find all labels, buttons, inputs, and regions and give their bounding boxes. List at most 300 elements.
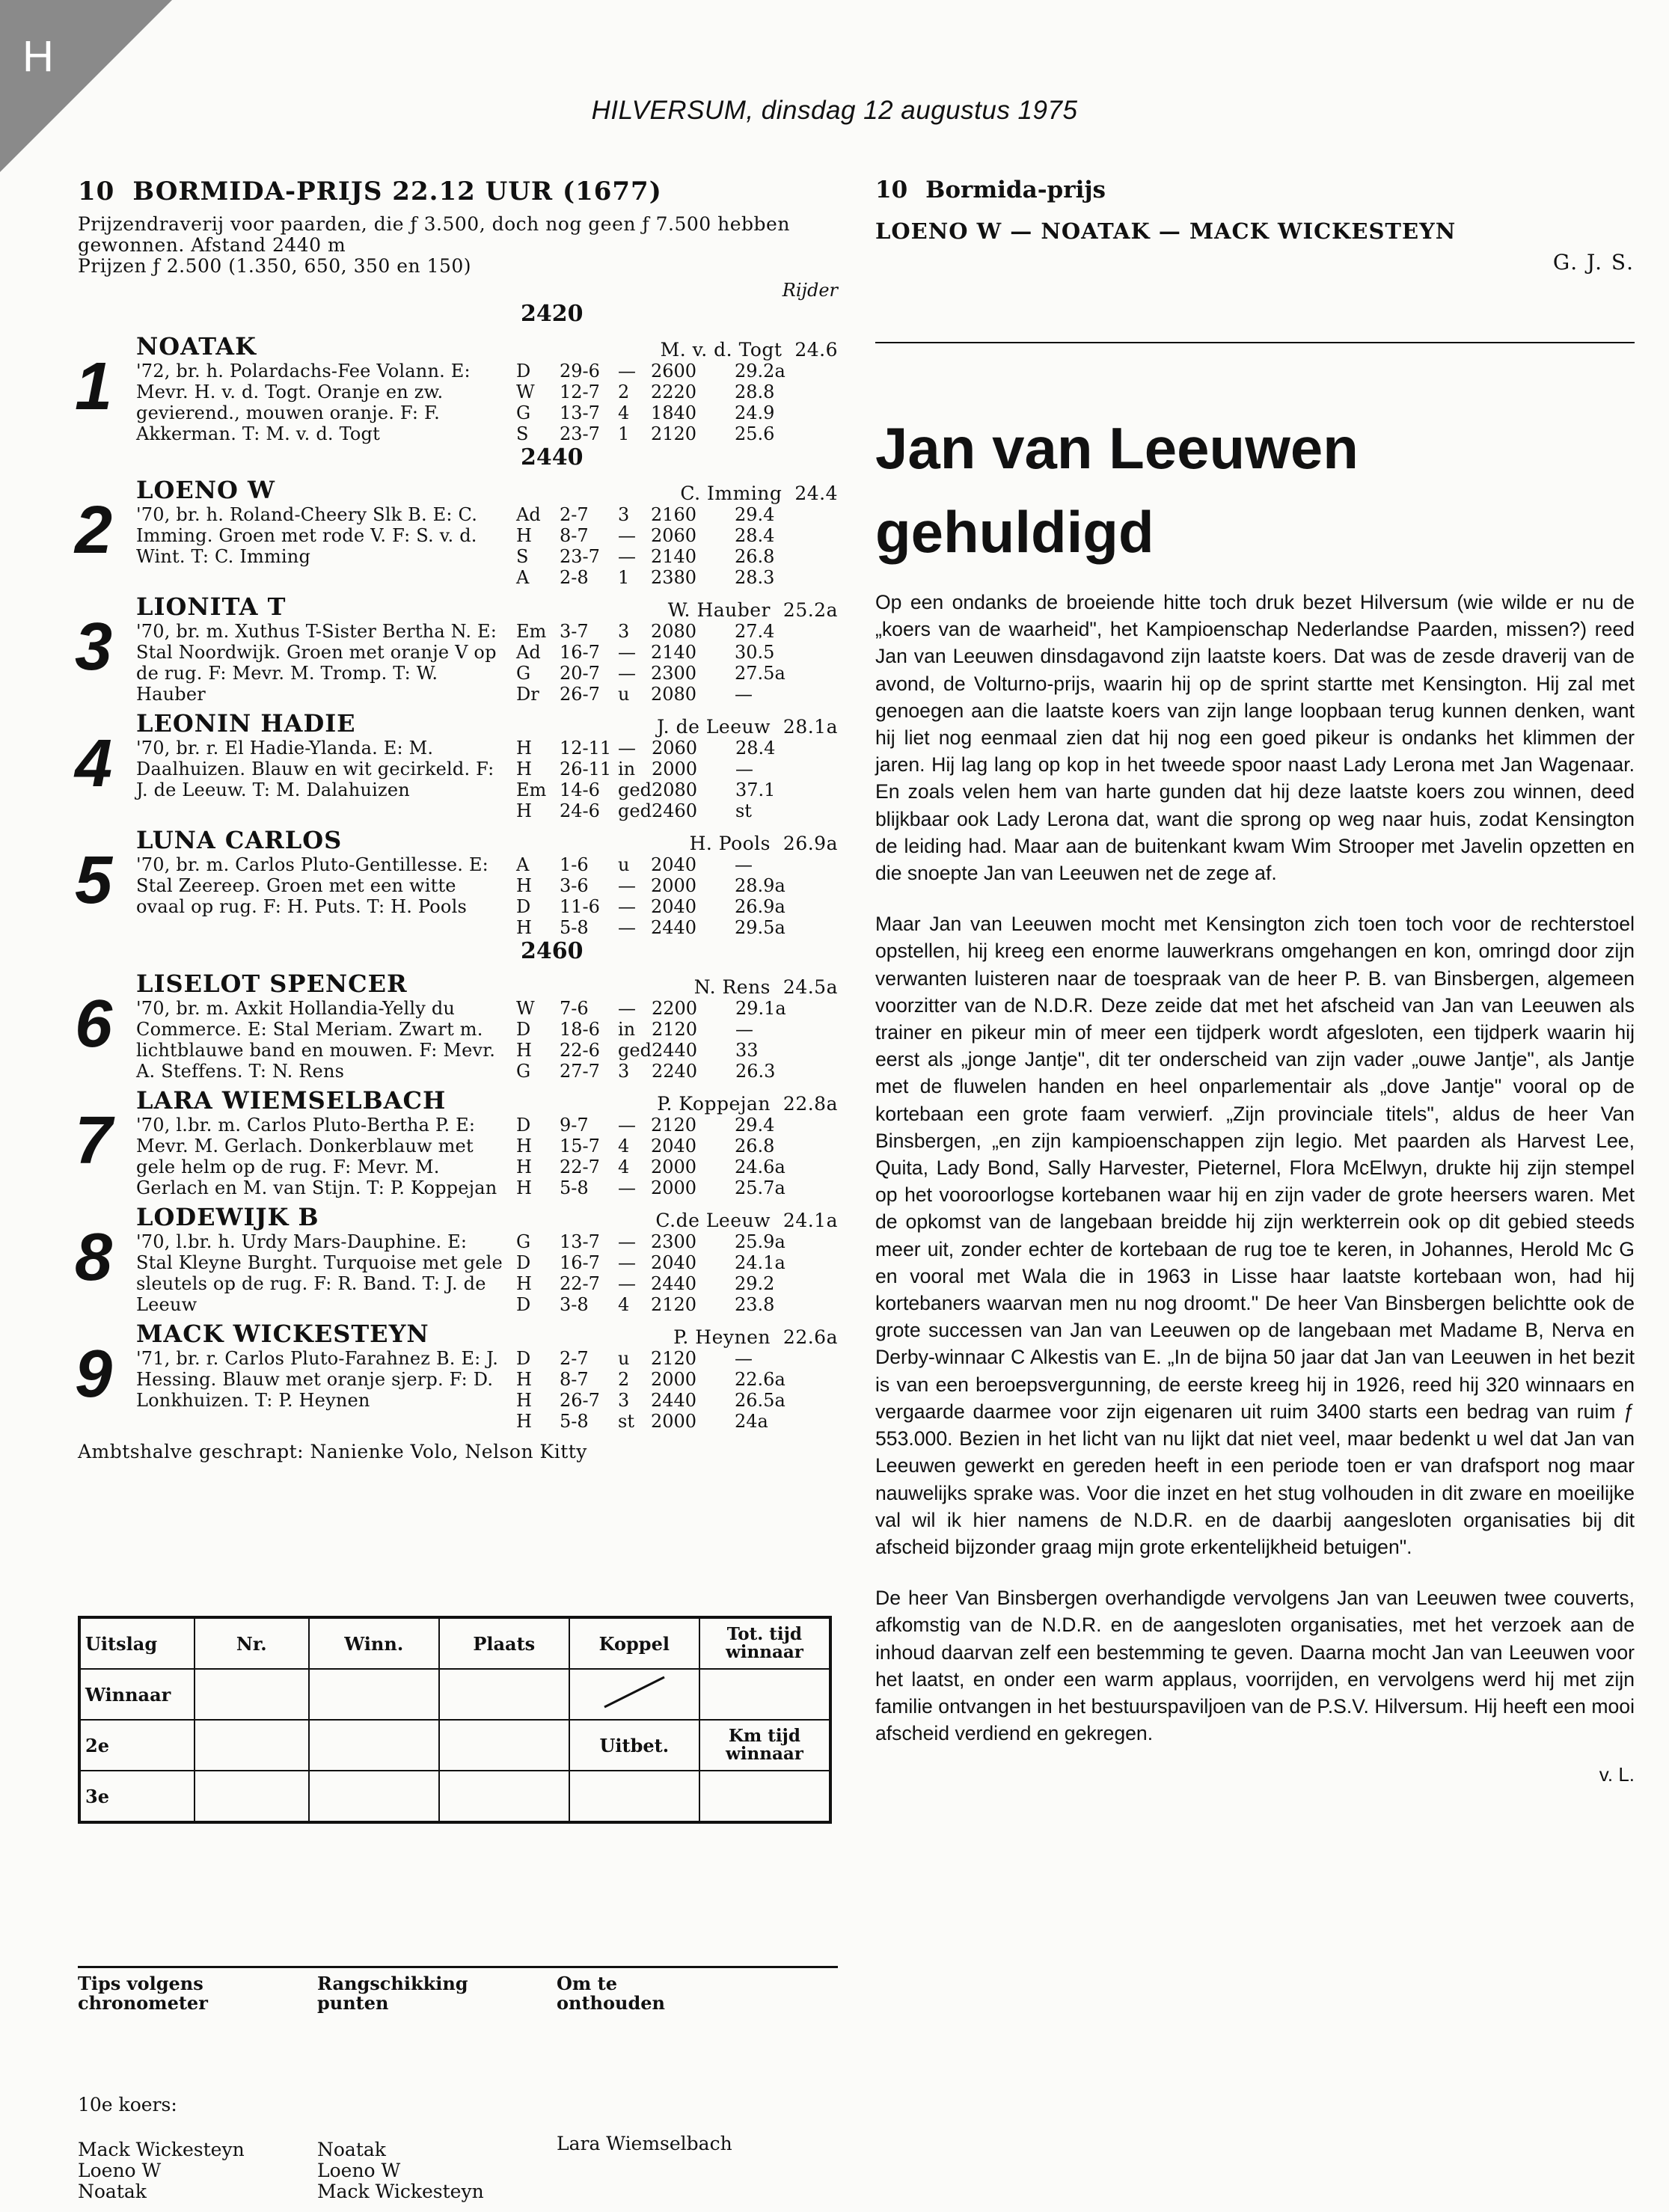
result-cell: 12-11 <box>560 738 612 759</box>
result-cell: 13-7 <box>560 402 600 423</box>
result-cell: 27.5a <box>735 663 785 684</box>
result-cell: H <box>516 917 532 938</box>
result-row <box>516 800 803 821</box>
tips-col-1 <box>78 2139 317 2202</box>
race-conditions: Prijzendraverij voor paarden, die ƒ 3.500, doch nog geen ƒ 7.500 hebben gewonnen. Afstand 2440 m <box>78 213 790 256</box>
second-row-label: 2e <box>79 1720 195 1771</box>
article-column <box>875 177 1635 1786</box>
horse-driver: P. Heynen 22.6a <box>673 1326 838 1348</box>
result-cell: 22-7 <box>560 1273 600 1294</box>
second-winn-cell[interactable] <box>309 1720 439 1771</box>
article-paragraph: De heer Van Binsbergen overhandigde vervolgens Jan van Leeuwen twee couverts, afkomstig van de N.D.R. en de aangesloten organisaties, met het verzoek aan de inhoud daarvan zelf een bestemming te geven. Daarna mocht Jan van Leeuwen voor het laatst, en onder een warm applaus, voorrijden, en vervolgens werd hij met zijn familie ontvangen in het bestuurspaviljoen van de P.S.V. Hilversum. Hij heeft een mooi afscheid verdiend en gekregen. <box>875 1587 1635 1745</box>
result-cell: 2-7 <box>560 504 589 525</box>
third-plaats-cell[interactable] <box>439 1771 569 1822</box>
result-row <box>516 1115 802 1136</box>
result-cell: 2 <box>618 382 630 402</box>
winnaar-tot-cell[interactable] <box>699 1669 830 1720</box>
result-cell: 2300 <box>651 1231 697 1252</box>
result-row <box>516 504 802 525</box>
winnaar-nr-cell[interactable] <box>195 1669 309 1720</box>
horse-driver: H. Pools 26.9a <box>689 833 838 854</box>
article-paragraph: Maar Jan van Leeuwen mocht met Kensington zich toen toch voor de rechterstoel opstellen, hij kreeg een enorme lauwerkrans omgehangen en kon, omringd door zijn verwanten luisteren naar de toespraak van de heer P. B. van Binsbergen, algemeen voorzitter van de N.D.R. Deze zeide dat met het afscheid van Jan van Leeuwen als trainer en pikeur min of meer een tijdperk wordt afgesloten, een tijdperk waarin hij eerst als „jonge Jantje", dit ter onderscheid van zijn vader „ouwe Jantje", als Jantje met de fluwelen handen en heel onparlementair als „dove Jantje" vooral op de kortebaan een grote faam verwierf. „Zijn provinciale titels", aldus de heer Van Binsbergen, „en zijn kampioenschappen zijn legio. Met paarden als Harvest Lee, Quita, Lady Bond, Sally Harvester, Pieternel, Flora McElwyn, drukte hij zijn stempel op het vooroorlogse kortebanen waar hij en zijn vader de grote heersers waren. Met de opkomst van de langebaan breidde hij zijn werkterrein ook op dit gebied steeds meer uit, zonder echter de kortebaan de rug toe te keren, in Johannes, Herold Mc G en vooral met Wala die in 1963 in Lisse haar laatste kortebaan won, had hij kortebaners waarvan men nu nog droomt." De heer Van Binsbergen belichtte ook de grote successen van Jan van Leeuwen op de langebaan met Madame B, Nerva en Derby-winnaar C Alkestis van E. „In de bijna 50 jaar dat Jan van Leeuwen in het bezit is van een beroepsvergunning, de eerste kreeg hij in 1926, reed hij 320 winnaars en vergaarde daarmee voor zijn eigenaren uit ruim 3400 starts een bedrag van ruim ƒ 553.000. Bezien in het licht van nu lijkt dat niet veel, maar bedenkt u wel dat Jan van Leeuwen gewerkt en gereden heeft in een periode toen er van drafsport nog maar nauwelijks sprake was. Voor die inzet en het stug volhouden in dit zware en moeilijke val wil ik hier namens de N.D.R. en de daarbij aangesloten organisaties bij dit afscheid bijzonder graag mijn grote erkentelijkheid betuigen". <box>875 913 1635 1558</box>
result-row <box>516 684 802 705</box>
horse-description: '72, br. h. Polardachs-Fee Volann. E: Mevr. H. v. d. Togt. Oranje en zw. gevierend., mouwen oranje. F: F. Akkerman. T: M. v. d. Togt <box>136 361 471 444</box>
result-cell: — <box>618 546 636 567</box>
result-row <box>516 1040 803 1061</box>
result-cell: 28.9a <box>735 875 785 896</box>
result-row <box>516 1369 802 1390</box>
result-row <box>516 361 802 382</box>
result-cell: 2140 <box>651 546 697 567</box>
result-cell: 2080 <box>651 621 697 642</box>
result-cell: — <box>618 1252 636 1273</box>
horse-name: LISELOT SPENCER <box>136 969 408 998</box>
plaats-header: Plaats <box>439 1617 569 1669</box>
koppel-slash-cell <box>569 1669 699 1720</box>
result-cell: 2120 <box>651 423 697 444</box>
result-cell: 2000 <box>651 1411 697 1432</box>
result-cell: S <box>516 423 529 444</box>
article-headline: Jan van Leeuwen gehuldigd <box>875 415 1359 565</box>
tip-item: Noatak <box>317 2139 386 2160</box>
horse-entry <box>75 826 838 938</box>
result-row <box>516 1273 802 1294</box>
result-cell: 16-7 <box>560 642 600 663</box>
result-cell: 2220 <box>651 382 697 402</box>
result-row <box>516 854 802 875</box>
result-cell: D <box>516 896 531 917</box>
result-cell: 7-6 <box>560 998 589 1019</box>
result-cell: — <box>735 684 753 705</box>
horse-driver: N. Rens 24.5a <box>693 976 838 998</box>
horse-name: LUNA CARLOS <box>136 826 343 854</box>
horse-name: LODEWIJK B <box>136 1203 319 1231</box>
tot-tijd-header: Tot. tijd winnaar <box>699 1617 830 1669</box>
tips-chronometer: Tips volgens chronometer <box>78 1973 208 2014</box>
result-cell: 26.5a <box>735 1390 785 1411</box>
horse-number: 4 <box>75 726 113 801</box>
result-cell: 29.4 <box>735 1115 775 1136</box>
result-cell: 2240 <box>651 1061 698 1082</box>
result-row <box>516 382 802 402</box>
page-dateline: HILVERSUM, dinsdag 12 augustus 1975 <box>591 96 1078 125</box>
tip-item: Mack Wickesteyn <box>317 2181 484 2202</box>
result-cell: 2120 <box>651 1348 697 1369</box>
result-cell: — <box>618 642 636 663</box>
result-cell: 2440 <box>651 917 697 938</box>
horse-name: NOATAK <box>136 332 257 361</box>
result-cell: G <box>516 1231 531 1252</box>
result-cell: 2440 <box>651 1040 698 1061</box>
result-row <box>516 1390 802 1411</box>
result-cell: 1 <box>618 423 630 444</box>
result-cell: 28.4 <box>735 738 776 759</box>
result-cell: u <box>618 854 630 875</box>
result-cell: 2000 <box>651 1156 697 1177</box>
tips-col-3 <box>557 2133 796 2202</box>
result-cell: D <box>516 1115 531 1136</box>
result-cell: 5-8 <box>560 917 589 938</box>
result-cell: G <box>516 402 531 423</box>
result-cell: 2200 <box>651 998 698 1019</box>
result-cell: 28.4 <box>735 525 775 546</box>
result-cell: 24.1a <box>735 1252 785 1273</box>
result-row <box>516 423 802 444</box>
result-cell: 2060 <box>651 525 697 546</box>
result-cell: 2000 <box>651 1177 697 1198</box>
result-cell: — <box>735 854 753 875</box>
result-cell: 2000 <box>651 1369 697 1390</box>
result-cell: 3 <box>618 1390 630 1411</box>
result-cell: 20-7 <box>560 663 600 684</box>
horse-results <box>516 738 803 821</box>
article-body <box>875 589 1635 1747</box>
result-cell: 13-7 <box>560 1231 600 1252</box>
distance-label: 2440 <box>521 444 584 471</box>
horse-name: LEONIN HADIE <box>136 709 356 738</box>
result-row <box>516 642 802 663</box>
winnaar-row-label: Winnaar <box>79 1669 195 1720</box>
tips-onthouden: Om te onthouden <box>557 1973 665 2014</box>
result-row <box>516 1019 803 1040</box>
result-cell: Ad <box>516 504 541 525</box>
result-cell: 23-7 <box>560 423 600 444</box>
result-cell: — <box>618 738 636 759</box>
result-cell: H <box>516 738 532 759</box>
horse-driver: P. Koppejan 22.8a <box>657 1093 838 1115</box>
result-cell: 26-7 <box>560 684 600 705</box>
result-cell: 2000 <box>651 759 698 779</box>
result-cell: 22-7 <box>560 1156 600 1177</box>
result-cell: — <box>735 759 753 779</box>
result-cell: 2380 <box>651 567 697 588</box>
result-cell: D <box>516 1252 531 1273</box>
result-cell: 3-8 <box>560 1294 589 1315</box>
section-letter: H <box>22 32 54 81</box>
horse-number: 8 <box>75 1220 113 1295</box>
result-row <box>516 1294 802 1315</box>
horse-entry <box>75 1086 838 1198</box>
result-cell: 22.6a <box>735 1369 785 1390</box>
result-cell: — <box>735 1019 753 1040</box>
uitbet-label: Uitbet. <box>569 1720 699 1771</box>
result-cell: 2140 <box>651 642 697 663</box>
result-cell: 2-8 <box>560 567 589 588</box>
uitslag-grid <box>78 1616 838 1824</box>
horse-results <box>516 1348 802 1432</box>
tip-item: Noatak <box>78 2181 147 2202</box>
result-row <box>516 621 802 642</box>
result-cell: 23-7 <box>560 546 600 567</box>
result-cell: D <box>516 1348 531 1369</box>
result-row <box>516 663 802 684</box>
result-cell: 1 <box>618 567 630 588</box>
section-corner-tab <box>0 0 172 172</box>
result-cell: G <box>516 663 531 684</box>
result-cell: 29.5a <box>735 917 785 938</box>
result-row <box>516 1252 802 1273</box>
result-cell: 4 <box>618 402 630 423</box>
result-cell: 2160 <box>651 504 697 525</box>
result-cell: H <box>516 1273 532 1294</box>
koers-tips <box>78 2095 838 2202</box>
tip-item: Lara Wiemselbach <box>557 2133 732 2154</box>
result-row <box>516 998 803 1019</box>
result-cell: 2 <box>618 1369 630 1390</box>
result-cell: — <box>618 1115 636 1136</box>
horse-entry <box>75 1203 838 1315</box>
result-cell: 12-7 <box>560 382 600 402</box>
result-cell: 3 <box>618 504 630 525</box>
result-cell: u <box>618 1348 630 1369</box>
result-cell: 26.8 <box>735 1136 775 1156</box>
horse-description: '71, br. r. Carlos Pluto-Farahnez B. E: J. Hessing. Blauw met oranje sjerp. F: D. Lonkhuizen. T: P. Heynen <box>136 1348 499 1411</box>
result-cell: st <box>735 800 752 821</box>
result-cell: 22-6 <box>560 1040 600 1061</box>
result-cell: — <box>618 998 636 1019</box>
divider <box>875 342 1635 343</box>
result-cell: 29.2 <box>735 1273 775 1294</box>
horse-results <box>516 1115 802 1198</box>
result-cell: 2460 <box>651 800 698 821</box>
horse-number: 7 <box>75 1103 113 1178</box>
tips-rangschikking: Rangschikking punten <box>317 1973 468 2014</box>
km-tijd-label: Km tijd winnaar <box>699 1720 830 1771</box>
second-nr-cell[interactable] <box>195 1720 309 1771</box>
result-cell: 30.5 <box>735 642 775 663</box>
result-cell: G <box>516 1061 531 1082</box>
result-cell: H <box>516 525 532 546</box>
result-row <box>516 1411 802 1432</box>
third-nr-cell[interactable] <box>195 1771 309 1822</box>
result-cell: 27.4 <box>735 621 775 642</box>
result-cell: 25.6 <box>735 423 775 444</box>
horse-driver: W. Hauber 25.2a <box>667 599 838 621</box>
result-cell: 2040 <box>651 854 697 875</box>
result-cell: 2080 <box>651 779 698 800</box>
horse-name: LARA WIEMSELBACH <box>136 1086 447 1115</box>
result-cell: 28.8 <box>735 382 775 402</box>
horse-number: 1 <box>75 349 113 424</box>
result-row <box>516 917 802 938</box>
result-cell: A <box>516 854 530 875</box>
result-cell: Em <box>516 779 547 800</box>
koppel-header: Koppel <box>569 1617 699 1669</box>
result-cell: 2600 <box>651 361 697 382</box>
result-row <box>516 1156 802 1177</box>
result-cell: 2300 <box>651 663 697 684</box>
result-cell: 2040 <box>651 896 697 917</box>
result-cell: 24-6 <box>560 800 600 821</box>
horse-description: '70, br. h. Roland-Cheery Slk B. E: C. Imming. Groen met rode V. F: S. v. d. Wint. T: C. Imming <box>136 504 478 567</box>
horse-number: 2 <box>75 493 113 568</box>
result-cell: H <box>516 800 532 821</box>
result-cell: 2040 <box>651 1136 697 1156</box>
horse-description: '70, l.br. h. Urdy Mars-Dauphine. E: Stal Kleyne Burght. Turquoise met gele sleutels op de rug. F: R. Band. T: J. de Leeuw <box>136 1231 503 1315</box>
horse-name: LOENO W <box>136 476 275 504</box>
horse-entry <box>75 332 838 444</box>
result-cell: 11-6 <box>560 896 600 917</box>
result-cell: 15-7 <box>560 1136 600 1156</box>
result-cell: 29-6 <box>560 361 600 382</box>
result-row <box>516 1348 802 1369</box>
result-row <box>516 1061 803 1082</box>
result-row <box>516 546 802 567</box>
distance-label: 2460 <box>521 938 584 964</box>
km-tijd-value-cell[interactable] <box>699 1771 830 1822</box>
result-cell: 18-6 <box>560 1019 600 1040</box>
horse-driver: C.de Leeuw 24.1a <box>655 1210 838 1231</box>
result-cell: 25.9a <box>735 1231 785 1252</box>
result-cell: 37.1 <box>735 779 776 800</box>
result-row <box>516 1136 802 1156</box>
result-cell: 2-7 <box>560 1348 589 1369</box>
result-cell: ged <box>618 779 652 800</box>
tip-item: Loeno W <box>317 2160 401 2181</box>
nr-header: Nr. <box>195 1617 309 1669</box>
result-cell: — <box>618 663 636 684</box>
result-cell: Em <box>516 621 547 642</box>
scratched-note: Ambtshalve geschrapt: Nanienke Volo, Nelson Kitty <box>78 1441 587 1462</box>
result-cell: Dr <box>516 684 539 705</box>
result-cell: 1-6 <box>560 854 589 875</box>
result-cell: 3-6 <box>560 875 589 896</box>
result-cell: 26.8 <box>735 546 775 567</box>
prediction-initials: G. J. S. <box>1552 250 1635 275</box>
horse-results <box>516 361 802 444</box>
result-cell: — <box>618 875 636 896</box>
horse-name: LIONITA T <box>136 592 287 621</box>
result-cell: — <box>618 1231 636 1252</box>
result-cell: 1840 <box>651 402 697 423</box>
horse-results <box>516 1231 802 1315</box>
result-cell: 26.9a <box>735 896 785 917</box>
result-row <box>516 875 802 896</box>
horse-entry <box>75 592 838 705</box>
result-cell: 29.1a <box>735 998 786 1019</box>
result-cell: 2120 <box>651 1019 698 1040</box>
rijder-label: Rijder <box>782 280 838 301</box>
result-cell: 2440 <box>651 1273 697 1294</box>
horse-number: 3 <box>75 610 113 684</box>
result-row <box>516 779 803 800</box>
prediction-line: LOENO W — NOATAK — MACK WICKESTEYN <box>875 218 1457 244</box>
result-row <box>516 1177 802 1198</box>
result-row <box>516 567 802 588</box>
result-cell: in <box>618 1019 636 1040</box>
result-row <box>516 1231 802 1252</box>
article-signature: v. L. <box>1599 1763 1635 1786</box>
horse-description: '70, l.br. m. Carlos Pluto-Bertha P. E: Mevr. M. Gerlach. Donkerblauw met gele helm op de rug. F: Mevr. M. Gerlach en M. van Stijn. T: P. Koppejan <box>136 1115 497 1198</box>
race-number: 10 <box>78 177 115 206</box>
race-prizes: Prijzen ƒ 2.500 (1.350, 650, 350 en 150) <box>78 255 472 277</box>
result-cell: 24.6a <box>735 1156 785 1177</box>
result-row <box>516 759 803 779</box>
horse-driver: J. de Leeuw 28.1a <box>657 716 838 738</box>
result-cell: — <box>618 1273 636 1294</box>
tips-header <box>78 1966 838 2013</box>
result-cell: H <box>516 1136 532 1156</box>
second-plaats-cell[interactable] <box>439 1720 569 1771</box>
result-cell: A <box>516 567 530 588</box>
result-cell: ged <box>618 800 652 821</box>
race-name: BORMIDA-PRIJS 22.12 UUR (1677) <box>132 177 662 206</box>
horse-entry <box>75 1320 838 1432</box>
result-cell: 33 <box>735 1040 759 1061</box>
result-cell: 4 <box>618 1156 630 1177</box>
result-cell: D <box>516 1294 531 1315</box>
result-cell: st <box>618 1411 634 1432</box>
result-cell: 24a <box>735 1411 768 1432</box>
result-cell: 29.2a <box>735 361 785 382</box>
third-winn-cell[interactable] <box>309 1771 439 1822</box>
horse-number: 6 <box>75 987 113 1061</box>
horse-entry <box>75 709 838 821</box>
winnaar-plaats-cell[interactable] <box>439 1669 569 1720</box>
race-program <box>75 177 838 1462</box>
result-cell: H <box>516 1369 532 1390</box>
result-cell: 25.7a <box>735 1177 785 1198</box>
result-cell: 4 <box>618 1294 630 1315</box>
result-cell: in <box>618 759 636 779</box>
horse-results <box>516 621 802 705</box>
winnaar-winn-cell[interactable] <box>309 1669 439 1720</box>
slash-mark <box>593 1673 676 1711</box>
tip-item: Loeno W <box>78 2160 162 2181</box>
horse-results <box>516 854 802 938</box>
result-cell: 26.3 <box>735 1061 776 1082</box>
horse-description: '70, br. m. Axkit Hollandia-Yelly du Commerce. E: Stal Meriam. Zwart m. lichtblauwe band en mouwen. F: Mevr. A. Steffens. T: N. Rens <box>136 998 496 1082</box>
result-cell: D <box>516 361 531 382</box>
article-paragraph: Op een ondanks de broeiende hitte toch druk bezet Hilversum (wie wilde er nu de „koers van de waarheid", het Kampioenschap Nederlandse Paarden, missen?) reed Jan van Leeuwen dinsdagavond zijn laatste koers. Dat was de zesde draverij van de avond, de Volturno-prijs, waarin hij op de sprint startte met Kensington. Hij zal met genoegen aan die laatste koers van zijn lange loopbaan terug kunnen denken, want hij liet nog eenmaal zien dat hij nog een goed pikeur is ondanks het klimmen der jaren. Hij lag lang op kop in het tweede spoor naast Lady Lerona met Jan Wagenaar. En zoals velen hem van harte gunden dat hij deze laatste koers zou winnen, deed blijkbaar ook Lady Lerona dat, want die sprong op weg naar huis, zodat Kensington de leiding had. Maar aan de buitenkant kwam Wim Strooper met Javelin opzetten en die snoepte Jan van Leeuwen net de zege af. <box>875 591 1635 885</box>
horse-number: 5 <box>75 843 113 918</box>
result-cell: 2440 <box>651 1390 697 1411</box>
uitbet-value-cell[interactable] <box>569 1771 699 1822</box>
horse-description: '70, br. r. El Hadie-Ylanda. E: M. Daalhuizen. Blauw en wit gecirkeld. F: J. de Leeuw. T: M. Dalahuizen <box>136 738 494 800</box>
result-cell: S <box>516 546 529 567</box>
horse-driver: M. v. d. Togt 24.6 <box>660 339 838 361</box>
horse-list <box>75 301 838 1432</box>
result-cell: D <box>516 1019 531 1040</box>
result-cell: ged <box>618 1040 652 1061</box>
result-cell: Ad <box>516 642 541 663</box>
result-cell: 16-7 <box>560 1252 600 1273</box>
result-cell: 3-7 <box>560 621 589 642</box>
result-cell: 2000 <box>651 875 697 896</box>
result-cell: 27-7 <box>560 1061 600 1082</box>
race-title <box>78 177 838 206</box>
result-cell: 2120 <box>651 1294 697 1315</box>
result-cell: 3 <box>618 1061 630 1082</box>
result-cell: 2120 <box>651 1115 697 1136</box>
result-row <box>516 896 802 917</box>
tip-item: Mack Wickesteyn <box>78 2139 245 2160</box>
result-cell: — <box>618 1177 636 1198</box>
result-cell: 26-7 <box>560 1390 600 1411</box>
result-cell: 9-7 <box>560 1115 589 1136</box>
result-cell: H <box>516 759 532 779</box>
third-row-label: 3e <box>79 1771 195 1822</box>
distance-label: 2420 <box>521 301 584 327</box>
tips-col-2 <box>317 2139 557 2202</box>
result-cell: — <box>618 525 636 546</box>
result-cell: H <box>516 1390 532 1411</box>
result-cell: H <box>516 875 532 896</box>
horse-number: 9 <box>75 1337 113 1412</box>
result-cell: H <box>516 1156 532 1177</box>
horse-description: '70, br. m. Carlos Pluto-Gentillesse. E: Stal Zeereep. Groen met een witte ovaal op rug. F: H. Puts. T: H. Pools <box>136 854 489 917</box>
result-cell: — <box>735 1348 753 1369</box>
